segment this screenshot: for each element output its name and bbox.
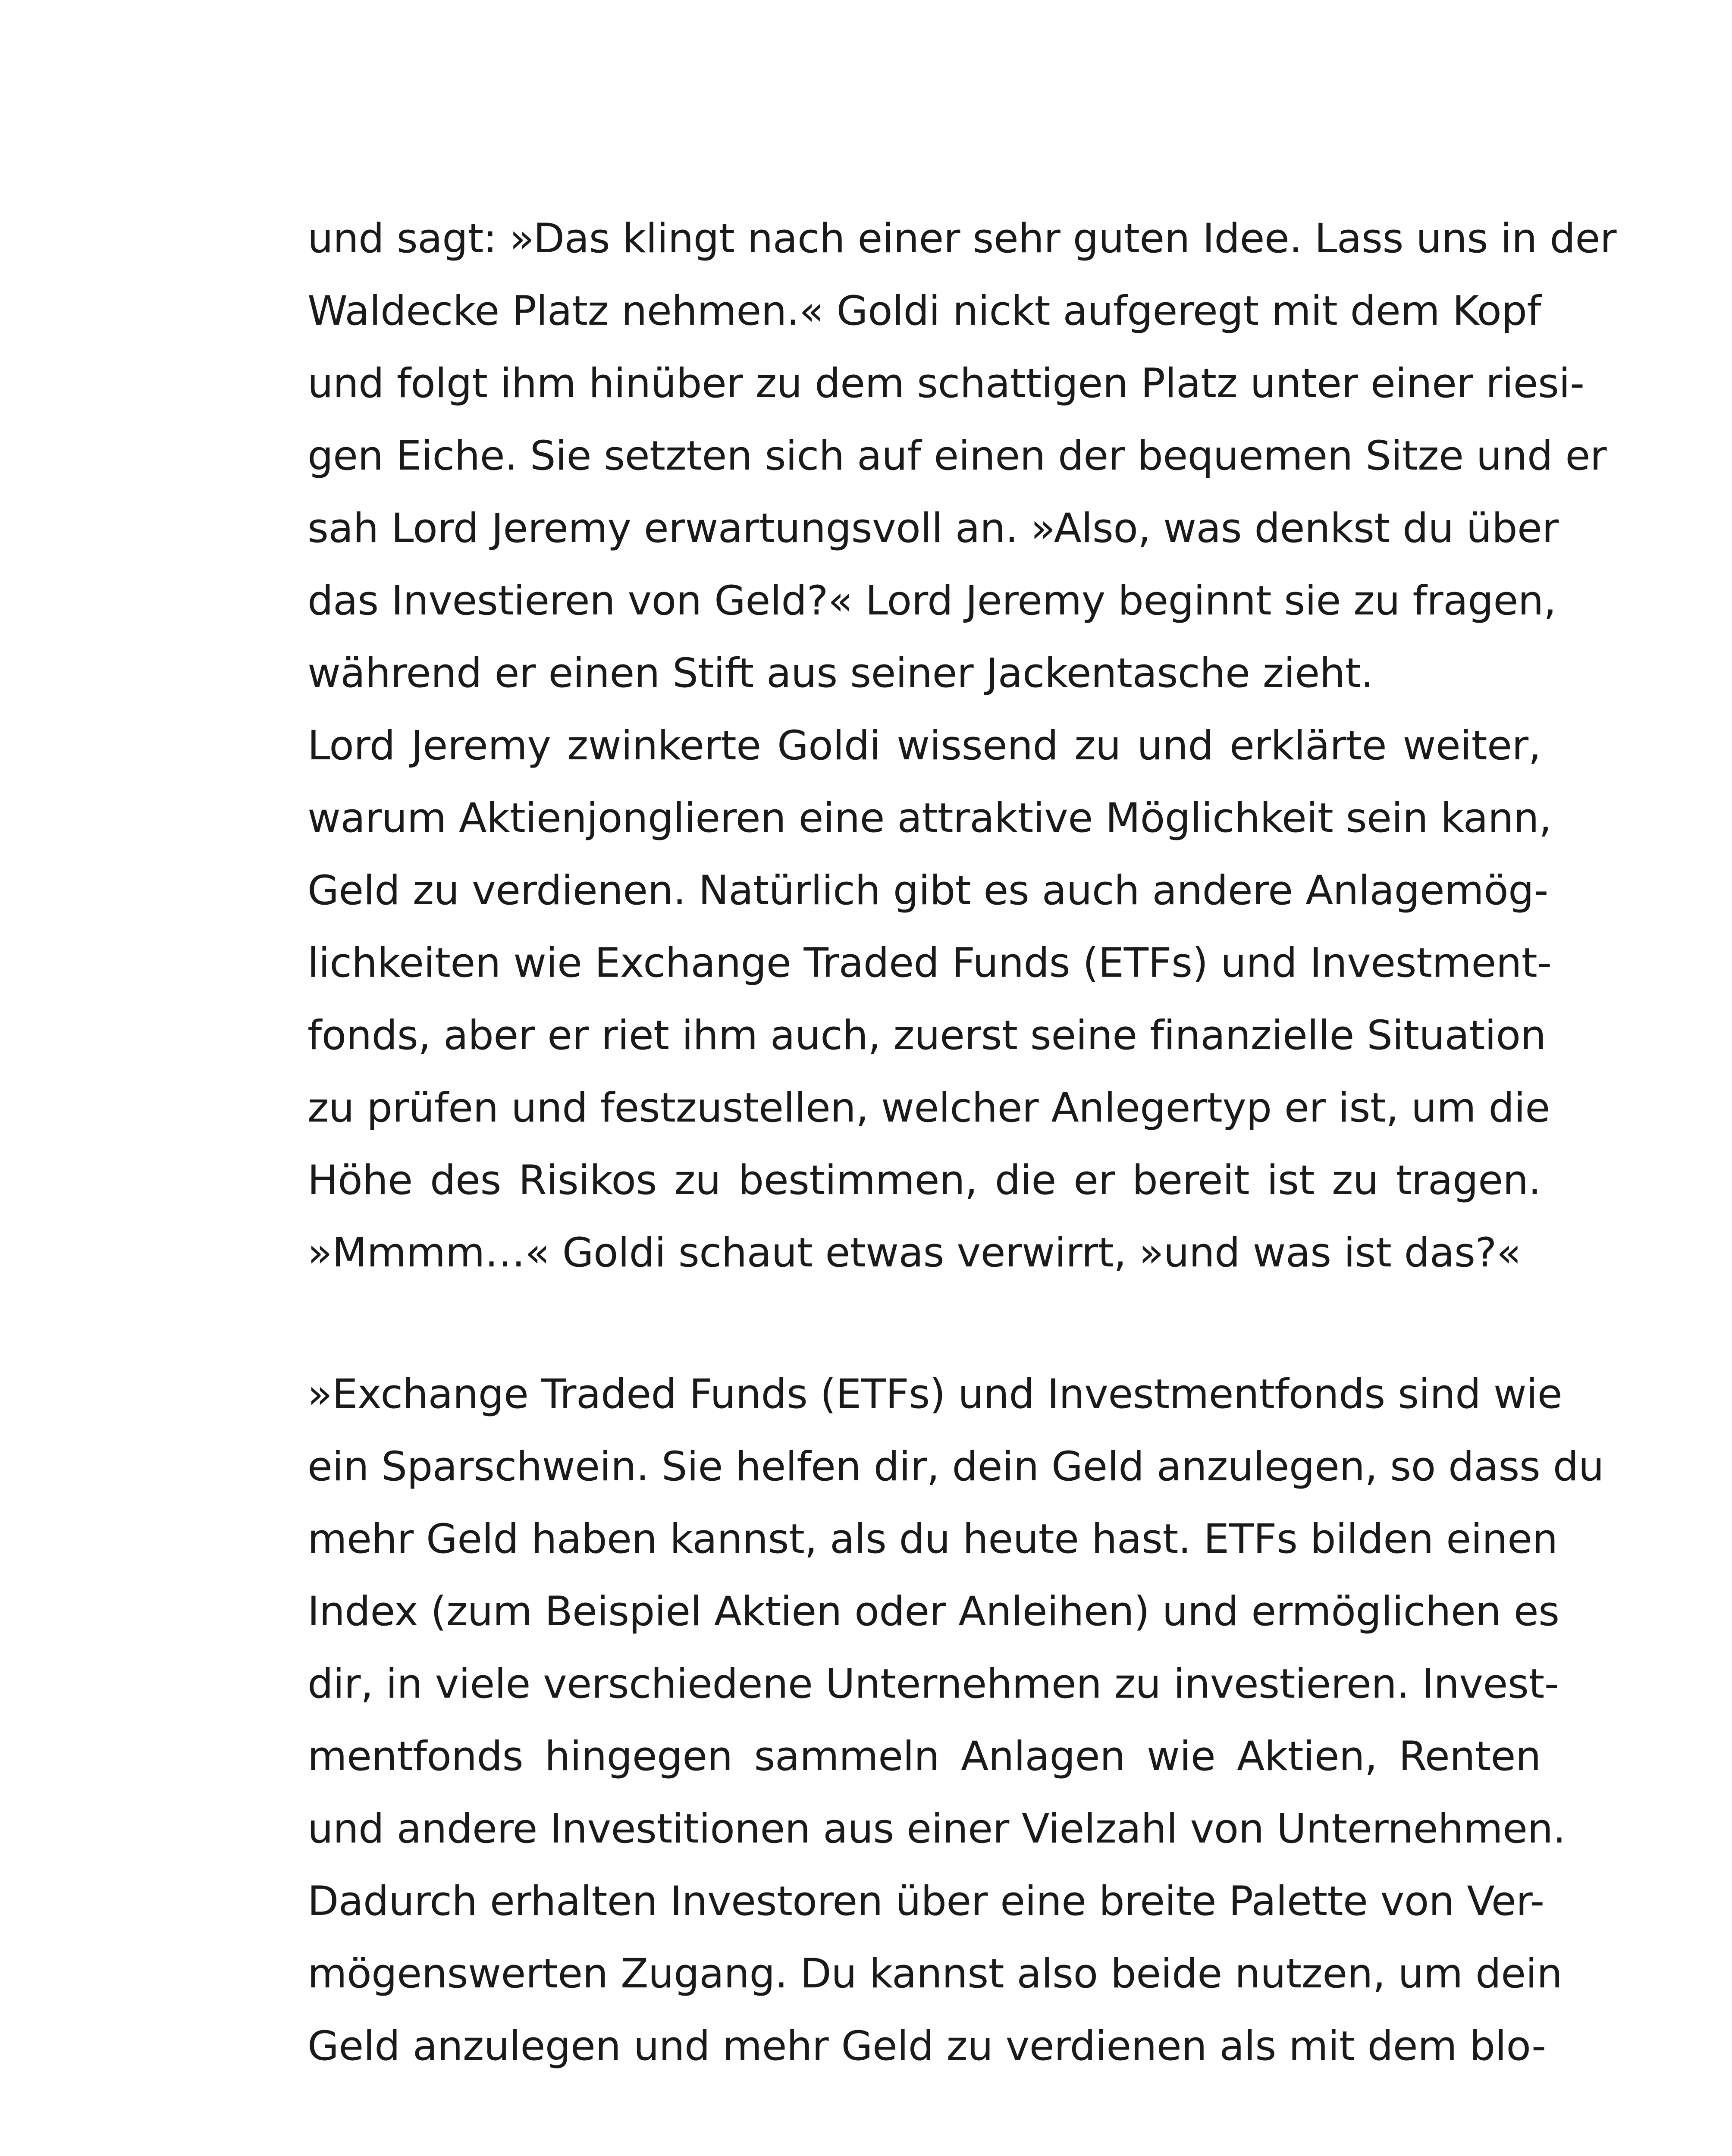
text-line: während er einen Stift aus seiner Jackentasche zieht. xyxy=(307,650,1374,697)
text-line: mentfonds hingegen sammeln Anlagen wie Aktien, Renten xyxy=(307,1733,1541,1780)
text-line: und folgt ihm hinüber zu dem schattigen Platz unter einer riesi- xyxy=(307,360,1585,407)
text-line: gen Eiche. Sie setzten sich auf einen der bequemen Sitze und er xyxy=(307,432,1606,479)
text-line: dir, in viele verschiedene Unternehmen zu investieren. Invest- xyxy=(307,1661,1559,1708)
text-line: und andere Investitionen aus einer Vielzahl von Unternehmen. xyxy=(307,1805,1566,1852)
text-line: und sagt: »Das klingt nach einer sehr guten Idee. Lass uns in der xyxy=(307,215,1617,262)
text-line: ein Sparschwein. Sie helfen dir, dein Geld anzulegen, so dass du xyxy=(307,1443,1604,1490)
text-line: »Mmmm…« Goldi schaut etwas verwirrt, »und was ist das?« xyxy=(307,1229,1521,1276)
text-line: warum Aktienjonglieren eine attraktive Möglichkeit sein kann, xyxy=(307,795,1552,842)
text-line: Geld anzulegen und mehr Geld zu verdienen als mit dem blo- xyxy=(307,2023,1546,2070)
text-line: zu prüfen und festzustellen, welcher Anlegertyp er ist, um die xyxy=(307,1084,1550,1131)
text-line: »Exchange Traded Funds (ETFs) und Investmentfonds sind wie xyxy=(307,1371,1563,1418)
text-line: sah Lord Jeremy erwartungsvoll an. »Also, was denkst du über xyxy=(307,505,1559,552)
text-line: mögenswerten Zugang. Du kannst also beide nutzen, um dein xyxy=(307,1950,1563,1997)
text-line: Dadurch erhalten Investoren über eine breite Palette von Ver- xyxy=(307,1878,1544,1925)
text-line: Höhe des Risikos zu bestimmen, die er bereit ist zu tragen. xyxy=(307,1157,1541,1204)
text-line: das Investieren von Geld?« Lord Jeremy beginnt sie zu fragen, xyxy=(307,577,1556,624)
text-line: fonds, aber er riet ihm auch, zuerst seine finanzielle Situation xyxy=(307,1012,1546,1059)
text-line: mehr Geld haben kannst, als du heute hast. ETFs bilden einen xyxy=(307,1516,1558,1563)
text-line: Geld zu verdienen. Natürlich gibt es auch andere Anlagemög- xyxy=(307,867,1548,914)
text-line: Index (zum Beispiel Aktien oder Anleihen) und ermöglichen es xyxy=(307,1588,1559,1635)
paragraph-1 xyxy=(307,203,1617,1289)
text-line: lichkeiten wie Exchange Traded Funds (ETFs) und Investment- xyxy=(307,940,1552,987)
text-line: Lord Jeremy zwinkerte Goldi wissend zu und erklärte weiter, xyxy=(307,722,1541,769)
paragraph-2 xyxy=(307,1358,1604,2083)
text-line: Waldecke Platz nehmen.« Goldi nickt aufgeregt mit dem Kopf xyxy=(307,288,1541,335)
